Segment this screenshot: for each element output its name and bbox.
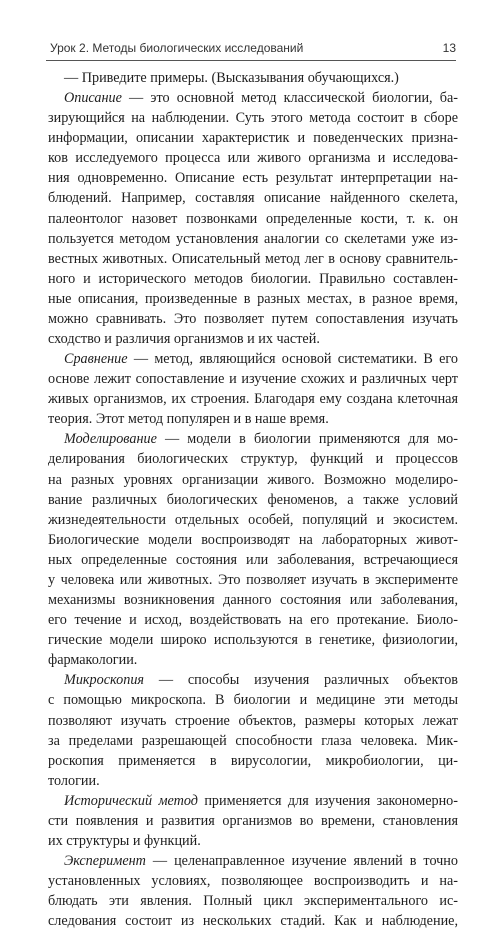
paragraph (48, 429, 458, 670)
text-line (48, 188, 458, 208)
line-text: ные описания, произведенные в разных местах, в разное время, (48, 290, 458, 307)
text-line (48, 249, 458, 269)
text-line (48, 670, 458, 690)
term: Эксперимент (64, 853, 146, 870)
text-line (48, 470, 458, 490)
text-line (48, 409, 458, 429)
line-text: их структуры и функций. (48, 832, 201, 849)
line-text: применяется для изучения закономерно- (197, 792, 458, 809)
text-line (48, 650, 458, 670)
text-line (48, 570, 458, 590)
text-line (48, 831, 458, 851)
running-header (46, 38, 456, 61)
text-line (48, 590, 458, 610)
line-text: с помощью микроскопа. В биологии и медицине эти методы (48, 692, 458, 709)
text-line (48, 349, 458, 369)
line-text: — модели в биологии применяются для мо- (156, 431, 458, 448)
text-line (48, 791, 458, 811)
line-text: ков исследуемого процесса или живого организма и исследова- (48, 150, 458, 167)
text-line (48, 168, 458, 188)
line-text: живых организмов, их строения. Благодаря ему создана клеточная (48, 391, 458, 408)
paragraph (48, 349, 458, 429)
text-line (48, 148, 458, 168)
term: Описание (64, 90, 122, 107)
text-line (48, 429, 458, 449)
line-text: позволяют изучать строение объектов, размеры которых лежат (48, 712, 458, 729)
text-line (48, 771, 458, 791)
paragraph (48, 851, 458, 931)
line-text: основе лежит сопоставление и изучение схожих и различных черт (48, 371, 458, 388)
line-text: блюдений. Например, составляя описание найденного скелета, (48, 190, 458, 207)
line-text: сходство и различия организмов и их частей. (48, 331, 320, 348)
line-text: делирования биологических структур, функций и процессов (48, 451, 458, 468)
text-line (48, 289, 458, 309)
line-text: теория. Этот метод популярен и в наше время. (48, 411, 329, 428)
text-line (48, 630, 458, 650)
line-text: зирующийся на наблюдении. Суть этого метода состоит в сборе (48, 110, 458, 127)
text-line (48, 851, 458, 871)
text-line (48, 911, 458, 931)
chapter-title: Урок 2. Методы биологических исследований (50, 41, 304, 55)
line-text: гические модели широко используются в генетике, физиологии, (48, 632, 458, 649)
line-text: — целенаправленное изучение явлений в точно (145, 853, 458, 870)
line-text: ного и исторического методов биологии. Правильно составлен- (48, 270, 458, 287)
line-text: палеонтолог назовет позвонками определенные кости, т. к. он (48, 210, 458, 227)
line-text: вание различных биологических феноменов, а также условий (48, 491, 458, 508)
line-text: ных определенные состояния или заболевания, встречающиеся (48, 551, 458, 568)
text-line (48, 309, 458, 329)
term: Сравнение (64, 351, 128, 368)
text-line (48, 269, 458, 289)
line-text: ния одновременно. Описание есть результат интерпретации на- (48, 170, 458, 187)
line-text: его течение и исход, воздействовать на его протекание. Биоло- (48, 612, 458, 629)
text-line (48, 711, 458, 731)
text-line (48, 731, 458, 751)
line-text: — это основной метод классической биологии, ба- (121, 90, 458, 107)
text-line (48, 209, 458, 229)
line-text: пользуется методом установления аналогии со скелетами уже из- (48, 230, 458, 247)
line-text: блюдать эти явления. Полный цикл экспериментального ис- (48, 893, 458, 910)
line-text: Биологические модели воспроизводят на лабораторных живот- (48, 531, 458, 548)
page-number: 13 (442, 41, 456, 55)
line-text: у человека или животных. Это позволяет изучать в эксперименте (48, 571, 458, 588)
text-line (48, 610, 458, 630)
term: Моделирование (64, 431, 157, 448)
text-line (48, 389, 458, 409)
line-text: — Приведите примеры. (Высказывания обучающихся.) (64, 70, 399, 86)
text-line (48, 68, 458, 88)
line-text: — метод, являющийся основой систематики. В его (127, 351, 458, 368)
text-line (48, 108, 458, 128)
paragraph (48, 88, 458, 349)
text-line (48, 510, 458, 530)
text-line (48, 751, 458, 771)
text-line (48, 871, 458, 891)
line-text: тологии. (48, 772, 100, 789)
text-line (48, 490, 458, 510)
text-line (48, 88, 458, 108)
line-text: можно сравнивать. Это позволяет путем сопоставления изучать (48, 310, 458, 327)
line-text: механизмы возникновения данного состояния или заболевания, (48, 592, 458, 609)
line-text: сти появления и развития организмов во времени, становления (48, 812, 458, 829)
text-line (48, 690, 458, 710)
line-text: жизнедеятельности отдельных особей, популяций и экосистем. (48, 511, 458, 528)
text-line (48, 530, 458, 550)
line-text: вестных животных. Описательный метод лег в основу сравнитель- (48, 250, 458, 267)
text-line (48, 891, 458, 911)
line-text: роскопия применяется в вирусологии, микробиологии, ци- (48, 752, 458, 769)
text-line (48, 128, 458, 148)
page-body (48, 68, 458, 931)
line-text: установленных условиях, позволяющее воспроизводить и на- (48, 873, 458, 890)
line-text: следования состоит из нескольких стадий. Как и наблюдение, (48, 913, 458, 930)
text-line (48, 329, 458, 349)
text-line (48, 449, 458, 469)
line-text: информации, описании характеристик и поведенческих призна- (48, 130, 458, 147)
term: Исторический метод (64, 792, 198, 809)
text-line (48, 550, 458, 570)
paragraph (48, 670, 458, 790)
term: Микроскопия (64, 672, 145, 689)
line-text: фармакологии. (48, 652, 138, 669)
line-text: — способы изучения различных объектов (144, 672, 458, 689)
line-text: за пределами разрешающей способности глаза человека. Мик- (48, 732, 458, 749)
text-line (48, 369, 458, 389)
text-line (48, 811, 458, 831)
paragraph (48, 68, 458, 88)
text-line (48, 229, 458, 249)
line-text: на разных уровнях организации живого. Возможно моделиро- (48, 471, 458, 488)
